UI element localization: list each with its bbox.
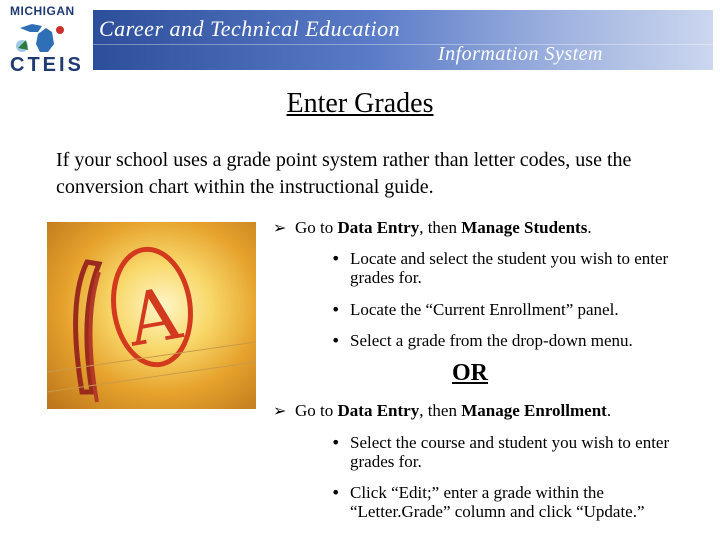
header-banner: [93, 10, 713, 70]
cteis-logo: [0, 0, 93, 78]
logo-name-text: CTEIS: [10, 54, 84, 76]
michigan-map-icon: [12, 18, 72, 56]
banner-title: Career and Technical Education: [99, 16, 401, 41]
dot-bullet-icon: •: [331, 300, 341, 319]
step-1-text: Go to Data Entry, then Manage Students.: [295, 218, 592, 237]
step-1: [273, 218, 592, 238]
step-2-text: Go to Data Entry, then Manage Enrollment.: [295, 401, 612, 420]
step-2-bullet-1: • Select the course and student you wish to enter grades for.: [331, 433, 670, 471]
arrow-bullet-icon: ➢: [273, 218, 287, 237]
arrow-bullet-icon: ➢: [273, 401, 287, 420]
grade-letter: A: [120, 270, 187, 363]
logo-state-text: MICHIGAN: [10, 4, 75, 18]
dot-bullet-icon: •: [331, 331, 341, 350]
dot-bullet-icon: •: [331, 483, 341, 502]
step-1-bullet-3: • Select a grade from the drop-down menu.: [331, 331, 633, 350]
step-2-bullet-2: • Click “Edit;” enter a grade within the “Letter.Grade” column and click “Update.”: [331, 483, 645, 521]
dot-bullet-icon: •: [331, 249, 341, 268]
step-1-bullet-2: • Locate the “Current Enrollment” panel.: [331, 300, 619, 319]
step-2: [273, 401, 611, 421]
graded-paper-illustration: [47, 222, 256, 409]
intro-text: If your school uses a grade point system rather than letter codes, use the conversion chart within the instructional guide.: [56, 149, 632, 198]
or-divider: OR: [452, 360, 488, 386]
step-1-bullet-1: • Locate and select the student you wish to enter grades for.: [331, 249, 669, 287]
banner-subtitle: Information System: [437, 43, 603, 65]
graded-paper-photo: [47, 222, 256, 409]
page-title: Enter Grades: [286, 88, 434, 119]
dot-bullet-icon: •: [331, 433, 341, 452]
banner-divider: [93, 44, 713, 45]
